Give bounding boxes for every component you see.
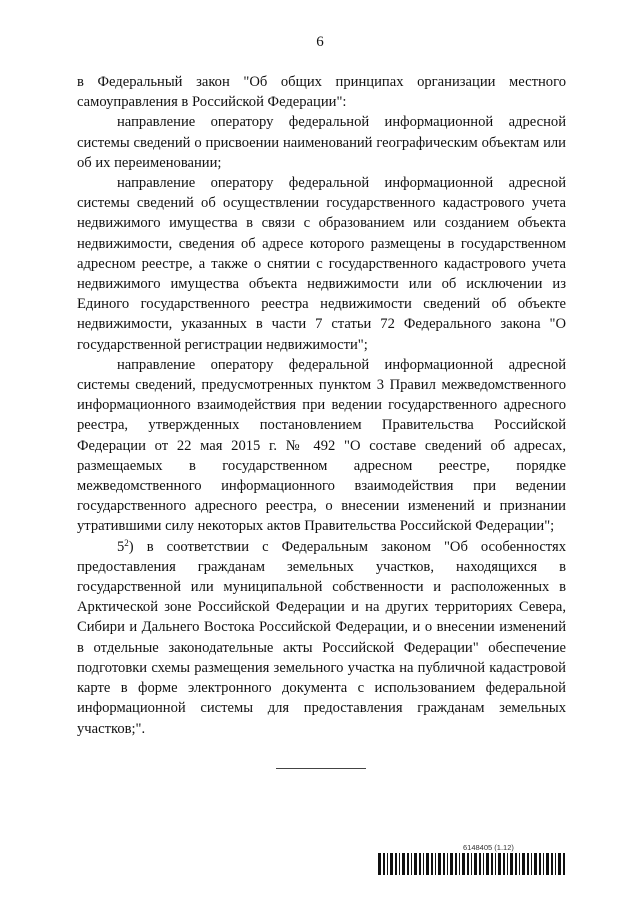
barcode-bar [435,853,436,875]
item-superscript: 2 [124,537,129,548]
barcode-bar [426,853,429,875]
barcode-bar [491,853,493,875]
barcode-bar [519,853,520,875]
barcode-bar [479,853,481,875]
item-number-suffix: ) [128,538,134,555]
barcode-bar [510,853,513,875]
barcode-bar [527,853,529,875]
barcode-bar [390,853,393,875]
barcode-bar [447,853,448,875]
barcode-bar [474,853,477,875]
barcode-image [378,853,566,875]
barcode-bar [443,853,445,875]
barcode-bar [467,853,469,875]
barcode-bar [438,853,441,875]
barcode-bar [419,853,421,875]
barcode-bar [498,853,501,875]
barcode-bar [531,853,532,875]
barcode-bar [378,853,381,875]
barcode-bar [546,853,549,875]
barcode-bar [399,853,400,875]
barcode-bar [455,853,457,875]
barcode-bar [534,853,537,875]
barcode-bar [555,853,556,875]
barcode-bar [486,853,489,875]
page-number: 6 [316,34,324,50]
barcode-bar [387,853,388,875]
barcode-bar [507,853,508,875]
barcode-bar [383,853,385,875]
barcode-bar [395,853,397,875]
document-body [77,72,566,739]
end-divider [276,768,366,769]
barcode-bar [558,853,561,875]
barcode-bar [402,853,405,875]
barcode-bar [522,853,525,875]
item-number: 5 [117,538,125,555]
document-code: 6148405 (1.12) [463,843,514,852]
barcode-bar [515,853,517,875]
barcode-bar [414,853,417,875]
paragraph-item-geonames: направление оператору федеральной информационной адресной системы сведений о присвоении наименований географическим объектам или об их переименовании; [77,114,566,171]
barcode-bar [411,853,412,875]
barcode-bar [459,853,460,875]
paragraph-intro: в Федеральный закон "Об общих принципах организации местного самоуправления в Российской Федерации": [77,74,566,111]
paragraph-item-5-2 [77,537,566,739]
paragraph-item-cadastral: направление оператору федеральной информационной адресной системы сведений об осуществлении государственного кадастрового учета недвижимого имущества в связи с образованием или созданием объекта недвижимости, сведения об адресе которого размещены в государственном адресном реестре, а также о снятии с государственного кадастрового учета недвижимого имущества объекта недвижимости или об исключении из Единого государственного реестра недвижимости сведений об объекте недвижимости, указанных в части 7 статьи 72 Федерального закона "О государственной регистрации недвижимости"; [77,175,566,353]
barcode-bar [407,853,409,875]
barcode-bar [471,853,472,875]
paragraph-item-interaction: направление оператору федеральной информационной адресной системы сведений, предусмотренных пунктом 3 Правил межведомственного информационного взаимодействия при ведении государственного адресного реестра, утвержденных постановлением Правительства Российской Федерации от 22 мая 2015 г. № 492 "О составе сведений об адресах, размещаемых в государственном адресном реестре, порядке межведомственного информационного взаимодействия при ведении государственного адресного реестра, о внесении изменений и признании утратившими силу некоторых актов Правительства Российской Федерации"; [77,356,566,535]
barcode-bar [450,853,453,875]
item-text: в соответствии с Федеральным законом "Об особенностях предоставления гражданам земельных участков, находящихся в государственной или муниципальной собственности и расположенных в Арктической зоне Российской Федерации и на других территориях Севера, Сибири и Дальнего Востока Российской Федерации, и о внесении изменений в отдельные законодательные акты Российской Федерации" обеспечение подготовки схемы размещения земельного участка на публичной кадастровой карте в форме электронного документа с использованием федеральной информационной системы для предоставления гражданам земельных участков;". [77,538,566,737]
barcode-bar [495,853,496,875]
barcode-bar [462,853,465,875]
barcode-bar [503,853,505,875]
barcode-bar [431,853,433,875]
barcode-bar [483,853,484,875]
barcode-bar [539,853,541,875]
barcode-bar [563,853,565,875]
barcode-bar [551,853,553,875]
barcode-bar [543,853,544,875]
barcode-bar [423,853,424,875]
